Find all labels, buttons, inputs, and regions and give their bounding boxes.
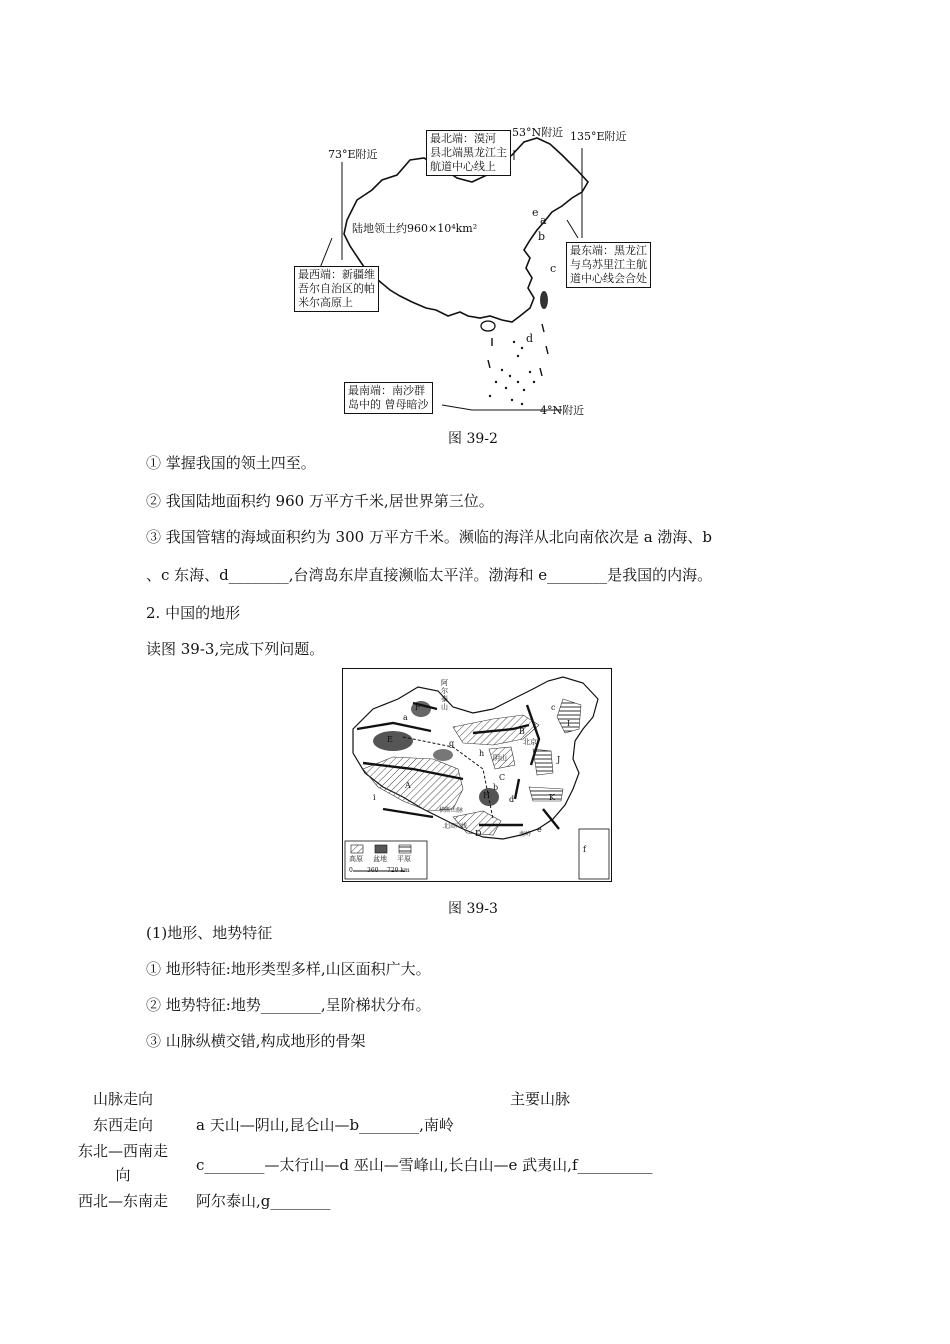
north-box-line: 最北端：漠河	[430, 132, 496, 145]
territory-map-figure	[292, 120, 652, 420]
taiwan-island	[540, 291, 548, 309]
map-letter-F: F	[415, 703, 421, 712]
map-letter-f: f	[583, 845, 586, 854]
north-china-plain	[533, 749, 553, 775]
sea-letter-b: b	[538, 230, 546, 243]
scale-0: 0	[349, 867, 353, 874]
map-letter-h: h	[479, 749, 485, 758]
south-box-line: 最南端：南沙群	[348, 384, 425, 397]
map-letter-B: B	[519, 727, 525, 736]
hainan-island	[481, 321, 495, 331]
west-box-line: 吾尔自治区的帕	[298, 282, 375, 295]
map-letter-K: K	[549, 793, 555, 802]
map-letter-c: c	[551, 703, 556, 712]
west-box-line: 最西端：新疆维	[298, 268, 375, 281]
table-header-direction: 山脉走向	[92, 1090, 153, 1108]
label-yinshan: 阴山	[493, 754, 507, 762]
table-row-1-ranges: a 天山—阴山,昆仑山—b________,南岭	[196, 1116, 454, 1134]
tarim-basin	[373, 731, 413, 751]
map-letter-A: A	[405, 781, 411, 790]
para-2: ② 我国陆地面积约 960 万平方千米,居世界第三位。	[146, 492, 494, 510]
north-box-line: 县北端黑龙江主	[430, 146, 507, 159]
east-box-line: 与乌苏里江主航	[570, 258, 647, 271]
mountain-skeleton: ③ 山脉纵横交错,构成地形的骨架	[146, 1032, 366, 1050]
terrain-map	[343, 669, 611, 881]
west-extreme-box	[294, 266, 379, 312]
legend-plain: 平原	[397, 855, 411, 863]
table-row-3-ranges: 阿尔泰山,g________	[196, 1192, 331, 1210]
label-altai: 阿尔泰山	[441, 679, 448, 711]
map-letter-i: i	[373, 793, 376, 802]
figure-caption-39-2: 图 39-2	[448, 431, 498, 447]
yangtze-plain	[529, 787, 563, 801]
scale-360: 360	[367, 867, 379, 874]
west-box-line: 米尔高原上	[298, 296, 353, 309]
east-box-line: 最东端：黑龙江	[570, 244, 647, 257]
south-extreme-box	[344, 382, 433, 414]
lon-east-label: 135°E附近	[570, 130, 627, 143]
label-tropic: 北回归线	[443, 823, 468, 830]
scale-720: 720 km	[387, 867, 410, 874]
label-nanling: 南岭	[519, 831, 532, 838]
map-letter-I: I	[567, 719, 571, 728]
map-letter-e: e	[537, 825, 542, 834]
figure-caption-39-3: 图 39-3	[448, 901, 498, 917]
table-row-3-direction: 西北—东南走	[77, 1192, 168, 1210]
terrain-map-figure	[342, 668, 612, 882]
map-letter-H: H	[483, 791, 490, 800]
map-letter-a: a	[403, 713, 408, 722]
land-area-label: 陆地领土约960×10⁴km²	[352, 222, 478, 235]
qaidam-basin	[433, 749, 453, 761]
para-3: ③ 我国管辖的海域面积约为 300 万平方千米。濒临的海洋从北向南依次是 a 渤海、b	[146, 528, 713, 546]
map-letter-d: d	[509, 795, 515, 804]
elevation-feature: ② 地势特征:地势________,呈阶梯状分布。	[146, 996, 431, 1014]
table-row-2-direction: 东北—西南走	[77, 1142, 168, 1160]
sea-letter-e: e	[532, 206, 539, 219]
lat-south-label: 4°N附近	[540, 404, 585, 417]
table-row-2-direction-cont: 向	[115, 1166, 131, 1184]
table-header-ranges: 主要山脉	[509, 1090, 570, 1108]
north-box-line: 航道中心线上	[430, 160, 496, 173]
map-letter-b: b	[493, 783, 499, 792]
south-box-line: 岛中的 曾母暗沙	[348, 398, 429, 411]
map-letter-D: D	[475, 829, 482, 838]
subsection-1: (1)地形、地势特征	[146, 924, 273, 942]
legend-basin: 盆地	[373, 855, 387, 863]
east-box-line: 道中心线会合处	[570, 272, 647, 285]
label-beijing: 北京	[523, 738, 537, 746]
sea-letter-c: c	[550, 262, 557, 275]
table-row-2-ranges: c________—太行山—d 巫山—雪峰山,长白山—e 武夷山,f__________	[196, 1156, 653, 1174]
legend-plateau: 高原	[349, 855, 363, 863]
label-hengduan: 横断山脉	[439, 807, 464, 814]
sea-letter-a: a	[540, 214, 547, 227]
north-extreme-box	[426, 130, 511, 176]
sea-letter-d: d	[526, 332, 534, 345]
map-letter-C: C	[499, 773, 506, 782]
map-letter-E: E	[387, 735, 393, 744]
table-row-1-direction: 东西走向	[92, 1116, 153, 1134]
para-1: ① 掌握我国的领土四至。	[146, 454, 316, 472]
maritime-boundary	[488, 324, 548, 376]
lon-west-label: 73°E附近	[328, 148, 378, 161]
para-4: 、c 东海、d________,台湾岛东岸直接濒临太平洋。渤海和 e________是我国的内海。	[146, 566, 713, 584]
south-sea-islands	[489, 341, 535, 405]
map-letter-J: J	[557, 755, 561, 764]
lat-north-label: 53°N附近	[512, 126, 564, 139]
section-2-heading: 2. 中国的地形	[146, 604, 241, 622]
read-instruction: 读图 39-3,完成下列问题。	[146, 640, 325, 658]
map-letter-g: g	[449, 739, 455, 748]
east-extreme-box	[566, 242, 651, 288]
terrain-feature: ① 地形特征:地形类型多样,山区面积广大。	[146, 960, 431, 978]
